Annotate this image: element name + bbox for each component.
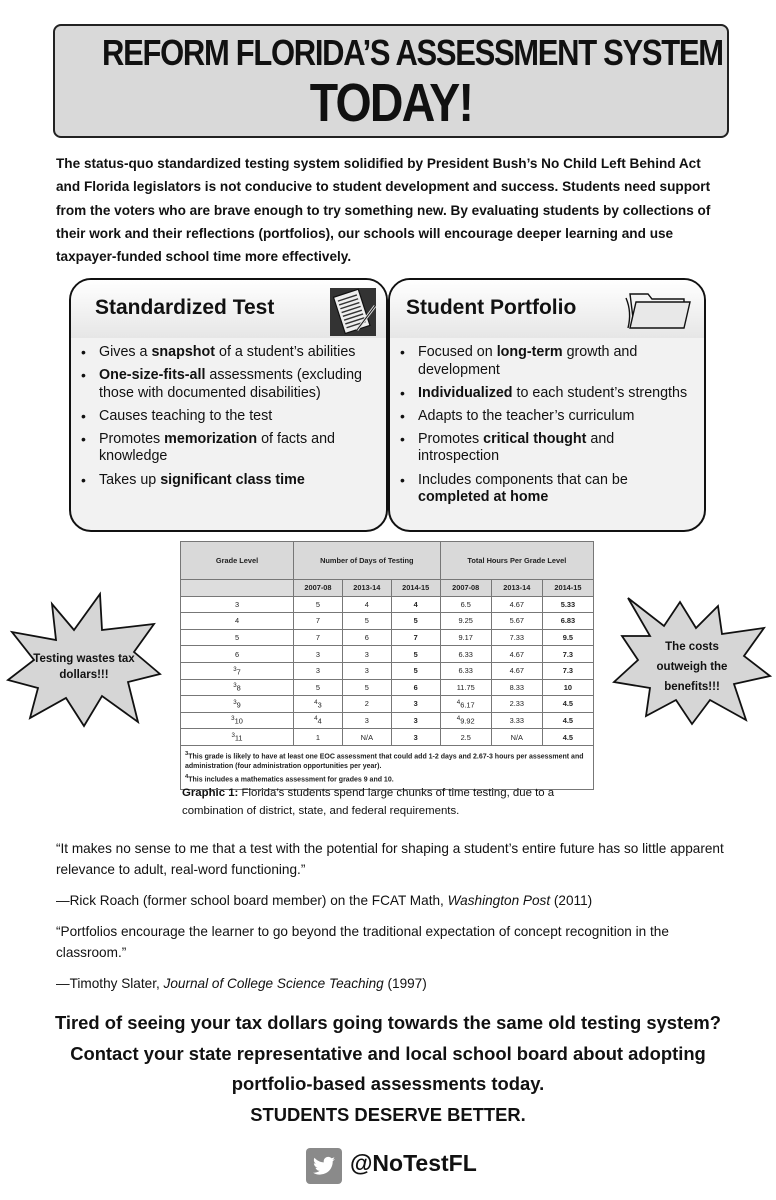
value-cell: 5 <box>391 646 440 663</box>
call-to-action <box>20 1008 756 1130</box>
table-row <box>181 629 594 646</box>
headline-banner <box>53 24 729 138</box>
value-cell: 7.3 <box>542 662 593 679</box>
standardized-item: • Promotes memorization of facts and knowledge <box>81 431 376 466</box>
value-cell: 4.67 <box>491 596 542 613</box>
value-cell: 3 <box>391 729 440 746</box>
value-cell: $^4$9.92 <box>440 712 491 729</box>
value-cell: 3 <box>342 662 391 679</box>
table-header-grade: Grade Level <box>181 542 294 580</box>
standardized-item: • Causes teaching to the test <box>81 408 376 426</box>
value-cell: 1 <box>294 729 343 746</box>
portfolio-item: • Individualized to each student’s strengths <box>400 385 694 403</box>
value-cell: 3 <box>342 646 391 663</box>
table-header-hours: Total Hours Per Grade Level <box>440 542 593 580</box>
value-cell: 3 <box>342 712 391 729</box>
value-cell: 5 <box>342 613 391 630</box>
quotes-section <box>56 838 736 1004</box>
table-footnotes: $^3$This grade is likely to have at least one EOC assessment that could add 1-2 days and 2.67-3 hours per assessment and administration (four administration opportunities per year). $^4$This includes a mathematics assessment for grades 9 and 10. <box>181 745 594 789</box>
value-cell: 8.33 <box>491 679 542 696</box>
portfolio-item: • Focused on long-term growth and development <box>400 344 694 379</box>
value-cell: 6.83 <box>542 613 593 630</box>
value-cell: 7.3 <box>542 646 593 663</box>
value-cell: 3 <box>391 712 440 729</box>
headline-line-1: REFORM FLORIDA’S ASSESSMENT SYSTEM <box>102 32 723 73</box>
year-header: 2014-15 <box>391 580 440 597</box>
value-cell: 4 <box>342 596 391 613</box>
value-cell: 9.5 <box>542 629 593 646</box>
year-header: 2007-08 <box>294 580 343 597</box>
value-cell: 4.67 <box>491 662 542 679</box>
starburst-left-line-2: dollars!!! <box>59 669 109 681</box>
intro-paragraph: The status-quo standardized testing system solidified by President Bush’s No Child Left Behind Act and Florida legislators is not conducive to student development and success. Students need support from the voters who are brave enough to try something new. By evaluating students by collections of their work and their reflections (portfolios), our schools will encourage deeper learning and use taxpayer-funded school time more effectively. <box>56 156 711 265</box>
table-row <box>181 646 594 663</box>
table-row <box>181 729 594 746</box>
value-cell: 9.17 <box>440 629 491 646</box>
value-cell: 6 <box>342 629 391 646</box>
attribution-slater: —Timothy Slater, Journal of College Science Teaching (1997) <box>56 976 427 991</box>
value-cell: 3.33 <box>491 712 542 729</box>
value-cell: $^4$6.17 <box>440 696 491 713</box>
value-cell: 4 <box>391 596 440 613</box>
table-year-row <box>181 580 594 597</box>
grade-cell: $^3$7 <box>181 662 294 679</box>
cta-line-4: STUDENTS DESERVE BETTER. <box>250 1103 526 1125</box>
table-row <box>181 696 594 713</box>
value-cell: N/A <box>342 729 391 746</box>
standardized-test-box <box>69 278 388 532</box>
value-cell: 6 <box>391 679 440 696</box>
cta-line-1: Tired of seeing your tax dollars going towards the same old testing system? <box>55 1012 721 1033</box>
value-cell: 7 <box>294 613 343 630</box>
value-cell: 3 <box>391 696 440 713</box>
twitter-bird-icon <box>306 1148 342 1184</box>
value-cell: N/A <box>491 729 542 746</box>
value-cell: $^4$3 <box>294 696 343 713</box>
value-cell: 5 <box>391 613 440 630</box>
grade-cell: 3 <box>181 596 294 613</box>
value-cell: 11.75 <box>440 679 491 696</box>
value-cell: 5 <box>294 596 343 613</box>
grade-cell: $^3$8 <box>181 679 294 696</box>
value-cell: 3 <box>294 662 343 679</box>
value-cell: 5 <box>391 662 440 679</box>
year-header: 2013-14 <box>342 580 391 597</box>
cta-line-3: portfolio-based assessments today. <box>231 1073 545 1094</box>
attribution-roach: —Rick Roach (former school board member) on the FCAT Math, Washington Post (2011) <box>56 893 593 908</box>
value-cell: 5 <box>294 679 343 696</box>
student-portfolio-list <box>400 344 694 512</box>
grade-cell: 5 <box>181 629 294 646</box>
portfolio-item: • Adapts to the teacher’s curriculum <box>400 408 694 426</box>
value-cell: 6.33 <box>440 646 491 663</box>
value-cell: 6.33 <box>440 662 491 679</box>
standardized-item: • One-size-fits-all assessments (excluding those with documented disabilities) <box>81 367 376 402</box>
table-row <box>181 679 594 696</box>
value-cell: 4.67 <box>491 646 542 663</box>
test-sheet-icon <box>327 286 379 338</box>
table-header-days: Number of Days of Testing <box>294 542 441 580</box>
standardized-test-title: Standardized Test <box>95 296 275 319</box>
starburst-left-line-1: Testing wastes tax <box>33 653 135 665</box>
value-cell: $^4$4 <box>294 712 343 729</box>
quote-slater: “Portfolios encourage the learner to go beyond the traditional expectation of concept recognition in the classroom.” <box>56 924 669 960</box>
value-cell: 6.5 <box>440 596 491 613</box>
portfolio-item: • Includes components that can be completed at home <box>400 472 694 507</box>
grade-cell: $^3$10 <box>181 712 294 729</box>
value-cell: 9.25 <box>440 613 491 630</box>
grade-cell: $^3$9 <box>181 696 294 713</box>
starburst-right-line-2: outweigh the <box>656 661 728 673</box>
starburst-right <box>606 594 772 726</box>
table-row <box>181 712 594 729</box>
grade-cell: $^3$11 <box>181 729 294 746</box>
starburst-right-line-3: benefits!!! <box>664 681 720 693</box>
standardized-test-list <box>81 344 376 495</box>
value-cell: 5.67 <box>491 613 542 630</box>
value-cell: 2.33 <box>491 696 542 713</box>
value-cell: 4.5 <box>542 696 593 713</box>
portfolio-item: • Promotes critical thought and introspection <box>400 431 694 466</box>
standardized-item: • Takes up significant class time <box>81 472 376 490</box>
value-cell: 5 <box>342 679 391 696</box>
table-row <box>181 596 594 613</box>
starburst-left <box>4 590 164 730</box>
table-row <box>181 613 594 630</box>
student-portfolio-title: Student Portfolio <box>406 296 577 319</box>
value-cell: 4.5 <box>542 712 593 729</box>
year-header: 2007-08 <box>440 580 491 597</box>
value-cell: 7 <box>294 629 343 646</box>
testing-days-table <box>180 541 594 790</box>
grade-cell: 6 <box>181 646 294 663</box>
year-header: 2013-14 <box>491 580 542 597</box>
standardized-item: • Gives a snapshot of a student’s abilities <box>81 344 376 362</box>
cta-line-2: Contact your state representative and local school board about adopting <box>70 1042 706 1064</box>
student-portfolio-box <box>388 278 706 532</box>
value-cell: 2.5 <box>440 729 491 746</box>
table-caption: Graphic 1: Florida’s students spend large chunks of time testing, due to a combination of district, state, and federal requirements. <box>182 787 555 817</box>
value-cell: 2 <box>342 696 391 713</box>
starburst-right-line-1: The costs <box>665 641 719 653</box>
value-cell: 4.5 <box>542 729 593 746</box>
year-header: 2014-15 <box>542 580 593 597</box>
value-cell: 5.33 <box>542 596 593 613</box>
value-cell: 10 <box>542 679 593 696</box>
headline-line-2: TODAY! <box>309 73 473 133</box>
quote-roach: “It makes no sense to me that a test with the potential for shaping a student’s entire future has so little apparent relevance to adult, real-word functioning.” <box>56 841 724 877</box>
grade-cell: 4 <box>181 613 294 630</box>
twitter-handle: @NoTestFL <box>350 1150 477 1176</box>
value-cell: 7 <box>391 629 440 646</box>
folder-icon <box>624 286 694 332</box>
value-cell: 7.33 <box>491 629 542 646</box>
value-cell: 3 <box>294 646 343 663</box>
table-row <box>181 662 594 679</box>
